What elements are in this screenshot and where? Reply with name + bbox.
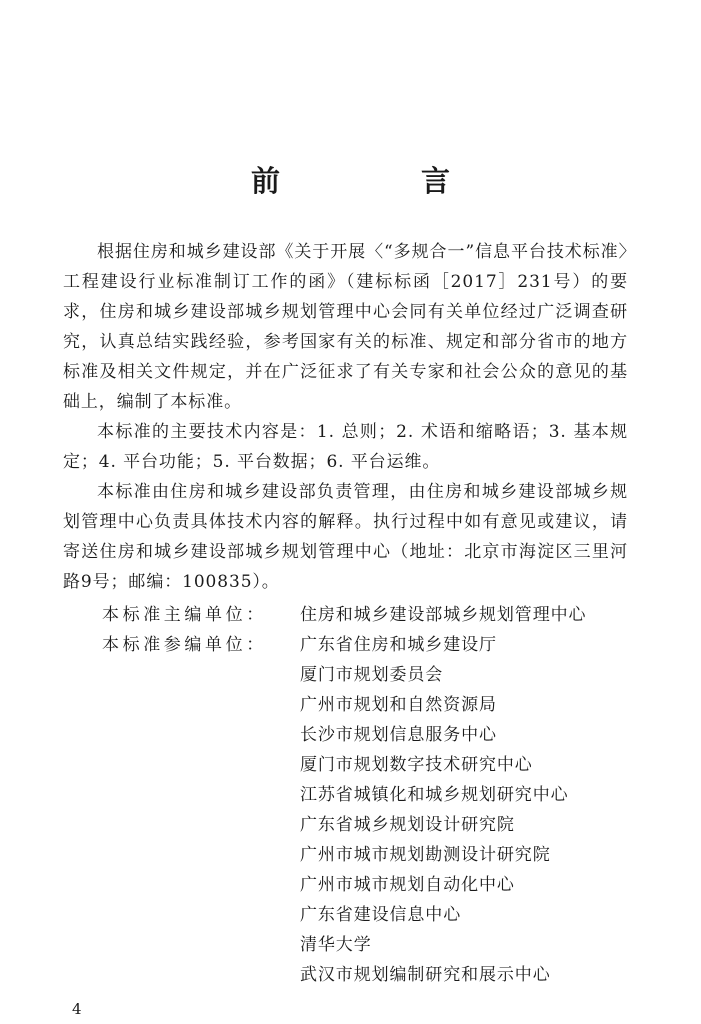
chief-editor-label: 本标准主编单位： xyxy=(102,605,267,625)
participating-editor-first: 广东省住房和城乡建设厅 xyxy=(300,635,497,655)
preface-paragraph-1: 根据住房和城乡建设部《关于开展〈“多规合一”信息平台技术标准〉工程建设行业标准制订工作的函》（建标标函［2017］231号）的要求，住房和城乡建设部城乡规划管理中心会同有关单位经过广泛调查研究，认真总结实践经验，参考国家有关的标准、规定和部分省市的地方标准及相关文件规定，并在广泛征求了有关专家和社会公众的意见的基础上，编制了本标准。 xyxy=(63,242,628,412)
participating-editor-label: 本标准参编单位： xyxy=(102,635,267,655)
list-item: 广州市城市规划自动化中心 xyxy=(300,875,515,895)
page-number: 4 xyxy=(72,1000,82,1018)
list-item: 长沙市规划信息服务中心 xyxy=(300,725,497,745)
chief-editor-value: 住房和城乡建设部城乡规划管理中心 xyxy=(300,605,587,625)
list-item: 广东省城乡规划设计研究院 xyxy=(300,815,515,835)
editor-units xyxy=(63,600,663,990)
list-item: 广州市规划和自然资源局 xyxy=(300,695,497,715)
preface-paragraph-3: 本标准由住房和城乡建设部负责管理，由住房和城乡建设部城乡规划管理中心负责具体技术内容的解释。执行过程中如有意见或建议，请寄送住房和城乡建设部城乡规划管理中心（地址：北京市海淀区三里河路9号；邮编：100835）。 xyxy=(63,482,628,592)
list-item: 广州市城市规划勘测设计研究院 xyxy=(300,845,551,865)
list-item: 江苏省城镇化和城乡规划研究中心 xyxy=(300,785,569,805)
page-title: 前 言 xyxy=(250,164,506,198)
list-item: 厦门市规划委员会 xyxy=(300,665,444,685)
preface-body xyxy=(63,237,628,597)
chief-editor-row xyxy=(63,600,663,630)
list-item: 广东省建设信息中心 xyxy=(300,905,462,925)
participating-editor-list xyxy=(63,660,663,990)
list-item: 清华大学 xyxy=(300,935,372,955)
participating-editor-row xyxy=(63,630,663,660)
preface-paragraph-2: 本标准的主要技术内容是：1. 总则；2. 术语和缩略语；3. 基本规定；4. 平台功能；5. 平台数据；6. 平台运维。 xyxy=(63,422,628,472)
list-item: 武汉市规划编制研究和展示中心 xyxy=(300,965,551,985)
list-item: 厦门市规划数字技术研究中心 xyxy=(300,755,533,775)
